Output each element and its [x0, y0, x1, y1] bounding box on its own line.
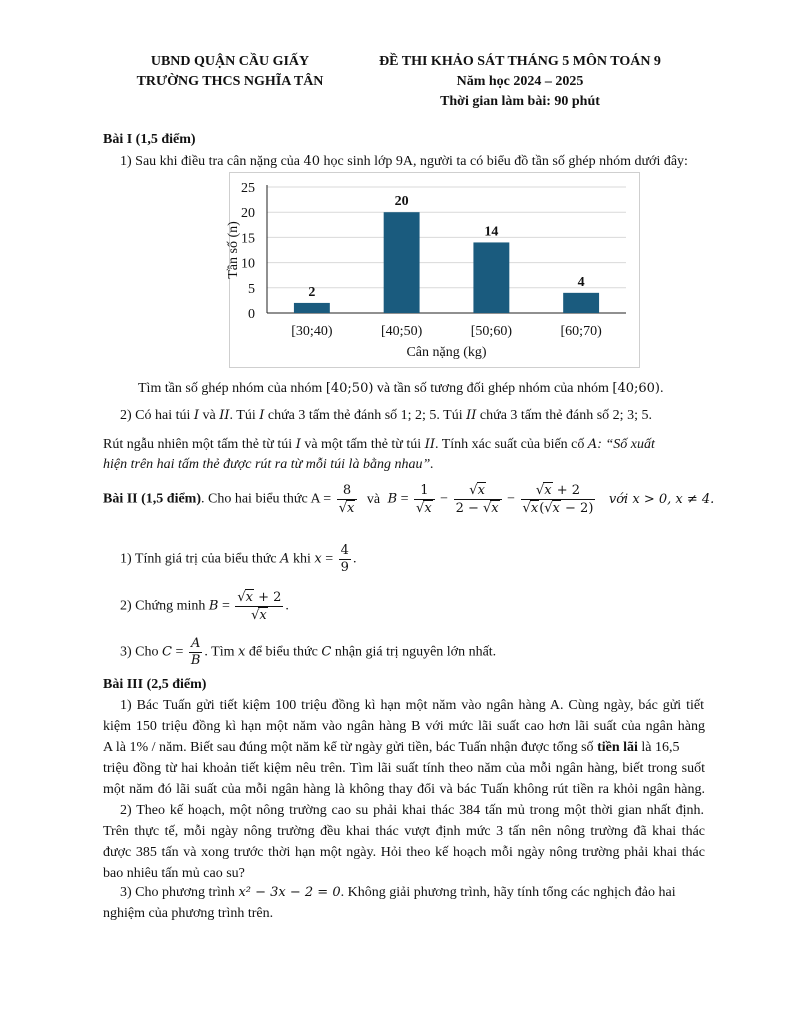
- bai3-p1-l5: một năm đó lãi suất của mỗi ngân hàng là không thay đổi và bác Tuấn không rút tiền ra khỏi ngân hàng.: [103, 782, 705, 797]
- q3-fraction: $\frac{A}{B}$: [190, 636, 201, 668]
- header-school-block: [105, 52, 355, 92]
- y-tick-label: 25: [241, 181, 255, 196]
- bai3-p1-l4: triệu đồng từ hai khoản tiết kiệm nêu trên. Tìm lãi suất tính theo năm của mỗi ngân hàng, biết trong suốt: [103, 761, 705, 776]
- histogram-chart: [226, 172, 640, 368]
- y-tick-label: 15: [241, 231, 255, 247]
- bai2-q1: 1) Tính giá trị của biểu thức A khi x = $\frac{4}{9}$ .: [120, 543, 357, 575]
- expr-B-term2: $\frac{√x}{2 - √x}$: [454, 482, 502, 517]
- bai2-q3: 3) Cho C = $\frac{A}{B}$ . Tìm x để biểu thức C nhận giá trị nguyên lớn nhất.: [120, 636, 497, 668]
- bai3-p2-l1: 2) Theo kế hoạch, một nông trường cao su phải khai thác 384 tấn mủ trong một thời gian nhất định.: [120, 803, 704, 818]
- bai2-q2: 2) Chứng minh B = $\frac{√x + 2}{√x}$ .: [120, 590, 289, 623]
- header-school-year: Năm học 2024 – 2025: [456, 74, 584, 89]
- q2-fraction: $\frac{√x + 2}{√x}$: [237, 590, 282, 623]
- data-label: 2: [308, 284, 316, 300]
- bai1-p2-line1: 2) Có hai túi I và II. Túi I chứa 3 tấm thẻ đánh số 1; 2; 5. Túi II chứa 3 tấm thẻ đánh số 2; 3; 5.: [120, 408, 652, 423]
- y-tick-label: 10: [241, 256, 255, 272]
- bai1-p1: 1) Sau khi điều tra cân nặng của 40 học sinh lớp 9A, người ta có biểu đồ tần số ghép nhóm dưới đây:: [120, 154, 688, 169]
- q1-fraction: $\frac{4}{9}$: [340, 543, 349, 575]
- data-label: 4: [577, 274, 585, 290]
- header-exam-title: ĐỀ THI KHẢO SÁT THÁNG 5 MÔN TOÁN 9: [379, 54, 661, 69]
- bai3-p1-l1: 1) Bác Tuấn gửi tiết kiệm 100 triệu đồng kì hạn một năm vào ngân hàng A. Cùng ngày, bác gửi tiết: [120, 698, 704, 713]
- x-tick-label: [50;60): [470, 324, 512, 339]
- bai1-q1: Tìm tần số ghép nhóm của nhóm [40;50) và tần số tương đối ghép nhóm của nhóm [40;60).: [138, 381, 664, 396]
- bai3-p3-l1: 3) Cho phương trình x² − 3x − 2 = 0. Không giải phương trình, hãy tính tổng các nghịch đảo hai: [120, 885, 676, 900]
- bai3-p1-l2: kiệm 150 triệu đồng kì hạn một năm vào ngân hàng B với mức lãi suất cao hơn lãi suất của ngân hàng: [103, 719, 705, 734]
- expr-B-term1: $\frac{1}{√x}$: [414, 483, 435, 517]
- bar: [294, 303, 330, 313]
- x-tick-label: [60;70): [560, 324, 602, 339]
- bar: [563, 293, 599, 313]
- bai3-p2-l4: bao nhiêu tấn mủ cao su?: [103, 866, 245, 881]
- bai3-p1-l3: A là 1% / năm. Biết sau đúng một năm kể từ ngày gửi tiền, bác Tuấn nhận được tổng số tiền lãi là 16,5: [103, 740, 680, 755]
- x-tick-label: [30;40): [291, 324, 333, 339]
- y-axis-title: Tần số (n): [226, 221, 241, 279]
- histogram-svg: [226, 173, 639, 367]
- bai3-p3-l2: nghiệm của phương trình trên.: [103, 906, 274, 921]
- x-tick-label: [40;50): [381, 324, 423, 339]
- y-tick-label: 0: [248, 307, 255, 322]
- header-duration: Thời gian làm bài: 90 phút: [440, 94, 600, 109]
- y-tick-label: 5: [248, 281, 255, 297]
- data-label: 14: [484, 224, 499, 240]
- y-tick-label: 20: [241, 206, 255, 222]
- header-district: UBND QUẬN CẦU GIẤY: [150, 54, 310, 69]
- bai1-p2-line3: hiện trên hai tấm thẻ được rút ra từ mỗi túi là bằng nhau”.: [103, 457, 434, 472]
- data-label: 20: [394, 194, 409, 210]
- bai2-intro: Bài II (1,5 điểm). Cho hai biểu thức A = $\frac{8}{√x}$ và B = $\frac{1}{√x}$ − $\frac{√x}{2 - √x}$ − $\frac{√x + 2}{√x(√x - 2)}$ với x > 0, x ≠ 4.: [103, 482, 715, 516]
- bai1-title: Bài I (1,5 điểm): [103, 132, 196, 147]
- bar: [384, 212, 420, 313]
- bai3-p2-l3: được 385 tấn và xong trước thời hạn một ngày. Hỏi theo kế hoạch mỗi ngày nông trường phải khai thác: [103, 845, 705, 860]
- header-school: TRƯỜNG THCS NGHĨA TÂN: [136, 74, 324, 89]
- header-exam-block: [360, 52, 680, 112]
- bai3-p2-l2: Trên thực tế, mỗi ngày nông trường đều khai thác vượt định mức 3 tấn nên nông trường đã khai thác: [103, 824, 705, 839]
- expr-A: $\frac{8}{√x}$: [337, 483, 358, 517]
- expr-B-term3: $\frac{√x + 2}{√x(√x - 2)}$: [522, 483, 594, 516]
- bai1-p2-line2: Rút ngẫu nhiên một tấm thẻ từ túi I và một tấm thẻ từ túi II. Tính xác suất của biến cố A: “Số xuất: [103, 437, 655, 452]
- bar: [473, 242, 509, 313]
- bai3-title: Bài III (2,5 điểm): [103, 677, 207, 692]
- x-axis-title: Cân nặng (kg): [406, 345, 487, 360]
